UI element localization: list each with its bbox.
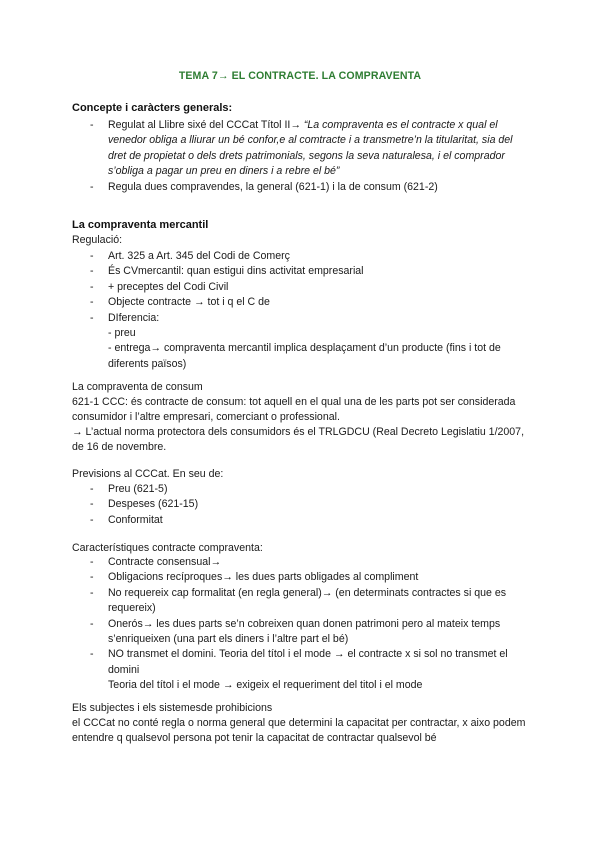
list-item-text: NO transmet el domini. Teoria del títol i el mode → el contracte x si sol no transmet el domini (108, 648, 508, 676)
diferencia-entrega: - entrega→ compraventa mercantil implica desplaçament d’un producte (fins i tot de diferents països) (108, 342, 501, 370)
list-item-text: + preceptes del Codi Civil (108, 280, 229, 293)
document-title: TEMA 7→ EL CONTRACTE. LA COMPRAVENTA (178, 70, 422, 82)
list-item (90, 264, 530, 279)
list-item-text: Despeses (621-15) (108, 498, 199, 511)
mercantil-list (90, 249, 530, 372)
regulacio-label: Regulació: (72, 234, 123, 246)
consum-norma-paragraph: → L’actual norma protectora dels consumidors és el TRLGDCU (Real Decreto Legislatiu 1/2007, de 16 de novembre. (72, 426, 525, 454)
list-item (90, 180, 530, 195)
list-item (90, 497, 530, 512)
list-item-text: Regula dues compravendes, la general (621-1) i la de consum (621-2) (108, 180, 438, 193)
list-item (90, 482, 530, 497)
list-item (90, 678, 530, 693)
list-item (90, 326, 530, 341)
section-heading-concepte: Concepte i caràcters generals: (72, 102, 233, 114)
list-item-text: Obligacions recíproques→ les dues parts obligades al compliment (108, 571, 419, 584)
list-item (90, 341, 530, 372)
list-item (90, 118, 530, 180)
list-item-text: Objecte contracte → tot i q el C de (108, 296, 270, 309)
list-item-text: Conformitat (108, 513, 163, 526)
consum-paragraph: 621-1 CCC: és contracte de consum: tot aquell en el qual una de les parts pot ser considerada consumidor i l’altre empresari, comerciant o professional. (72, 396, 516, 424)
subjectes-paragraph: el CCCat no conté regla o norma general que determini la capacitat per contractar, x aixo podem entendre q qualsevol persona pot tenir la capacitat de contractar qualsevol bé (72, 717, 526, 745)
list-item-text: És CVmercantil: quan estigui dins activitat empresarial (108, 265, 364, 278)
list-item-text: Onerós→ les dues parts se’n cobreixen quan donen patrimoni pero al mateix temps s’enriqueixen (una part els diners i l’altre part el bé) (108, 617, 501, 646)
previsions-list (90, 482, 530, 528)
list-item (90, 249, 530, 264)
list-item-text: Regulat al Llibre sixé del CCCat Títol II→ (108, 119, 304, 131)
list-item (90, 311, 530, 326)
teoria-titol-mode: Teoria del títol i el mode → exigeix el requeriment del titol i el mode (108, 679, 423, 692)
section-heading-mercantil: La compraventa mercantil (72, 219, 209, 231)
section-heading-caracteristiques: Característiques contracte compraventa: (72, 542, 263, 554)
list-item (90, 280, 530, 295)
concepte-list (90, 118, 530, 195)
list-item (90, 570, 530, 585)
section-heading-subjectes: Els subjectes i els sistemesde prohibicions (72, 702, 273, 714)
definition-quote: “La compraventa es el contracte x qual el venedor obliga a lliurar un bé confor,e al comtracte i a transmetre’n la titularitat, sia del dret de propietat o dels drets patrimonials, segons la seva naturalesa, i el comprador s’obliga a pagar un preu en diners i a rebre el bé” (108, 119, 513, 178)
section-heading-consum: La compraventa de consum (72, 381, 203, 393)
section-heading-previsions: Previsions al CCCat. En seu de: (72, 468, 224, 480)
list-item-text: DIferencia: (108, 311, 160, 324)
list-item (90, 555, 530, 570)
diferencia-preu: - preu (108, 327, 136, 340)
list-item-text: Contracte consensual→ (108, 556, 222, 568)
caracteristiques-list (90, 555, 530, 694)
list-item-text: No requereix cap formalitat (en regla general)→ (en determinats contractes si que es requereix) (108, 586, 507, 615)
list-item (90, 647, 530, 678)
list-item (90, 586, 530, 617)
list-item (90, 513, 530, 528)
list-item-text: Preu (621-5) (108, 483, 168, 495)
list-item-text: Art. 325 a Art. 345 del Codi de Comerç (108, 250, 290, 262)
list-item (90, 295, 530, 310)
list-item (90, 617, 530, 648)
